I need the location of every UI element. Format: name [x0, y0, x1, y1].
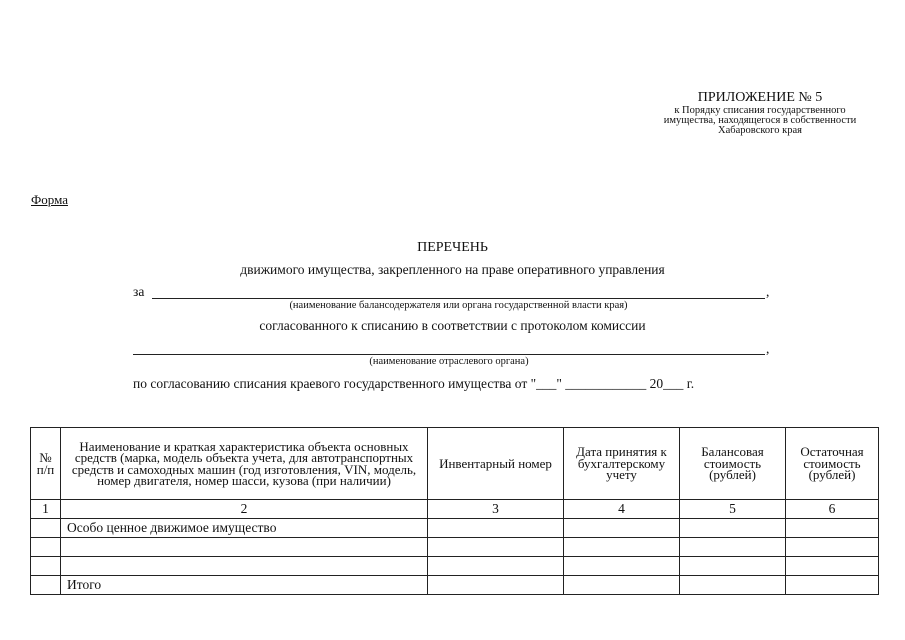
organ-caption: (наименование отраслевого органа) — [369, 356, 529, 367]
table-cell[interactable]: Особо ценное движимое имущество — [61, 519, 428, 538]
za-suffix: , — [766, 284, 770, 299]
table-cell[interactable] — [61, 538, 428, 557]
table-cell[interactable] — [680, 538, 786, 557]
table-cell[interactable] — [564, 519, 680, 538]
holder-caption: (наименование балансодержателя или органа государственной власти края) — [289, 300, 628, 311]
table-cell[interactable] — [680, 557, 786, 576]
table-cell[interactable]: Итого — [61, 576, 428, 595]
appendix-line: Хабаровского края — [718, 125, 802, 136]
header-cell-description: Наименование и краткая характеристика объекта основных средств (марка, модель объекта учета, для автотранспортных средств и самоходных машин (год изготовления, VIN, модель, номер двигателя, номер шасси, кузова (при наличии) — [61, 428, 428, 500]
approval-line: по согласованию списания краевого государственного имущества от "___" ____________ 20___ г. — [133, 376, 695, 391]
document-title: ПЕРЕЧЕНЬ — [417, 240, 488, 255]
table-cell[interactable] — [31, 519, 61, 538]
table-cell[interactable] — [786, 557, 879, 576]
table-cell[interactable] — [61, 557, 428, 576]
column-number: 6 — [786, 500, 879, 519]
table-cell[interactable] — [564, 557, 680, 576]
table-cell[interactable] — [786, 538, 879, 557]
table-cell[interactable] — [786, 519, 879, 538]
table-cell[interactable] — [31, 576, 61, 595]
table-cell[interactable] — [428, 576, 564, 595]
table-row — [31, 576, 879, 595]
appendix-line: к Порядку списания государственного — [674, 105, 846, 116]
table-cell[interactable] — [680, 519, 786, 538]
agreed-line: согласованного к списанию в соответствии с протоколом комиссии — [259, 318, 646, 333]
table-row — [31, 519, 879, 538]
header-cell-inventory-number: Инвентарный номер — [428, 428, 564, 500]
column-number: 3 — [428, 500, 564, 519]
form-label: Форма — [31, 192, 68, 207]
table-cell[interactable] — [428, 519, 564, 538]
header-cell-book-value: Балансовая стоимость (рублей) — [680, 428, 786, 500]
table-row — [31, 557, 879, 576]
table-cell[interactable] — [31, 538, 61, 557]
column-number: 5 — [680, 500, 786, 519]
table-cell[interactable] — [786, 576, 879, 595]
holder-name-line[interactable] — [152, 298, 765, 299]
header-cell-residual-value: Остаточная стоимость (рублей) — [786, 428, 879, 500]
column-number: 2 — [61, 500, 428, 519]
table-cell[interactable] — [680, 576, 786, 595]
organ-suffix: , — [766, 341, 770, 356]
appendix-title: ПРИЛОЖЕНИЕ № 5 — [697, 90, 823, 105]
table-cell[interactable] — [31, 557, 61, 576]
table-cell[interactable] — [428, 538, 564, 557]
appendix-line: имущества, находящегося в собственности — [663, 115, 857, 126]
table-cell[interactable] — [564, 538, 680, 557]
table-row — [31, 538, 879, 557]
za-prefix: за — [133, 284, 145, 299]
column-number: 1 — [31, 500, 61, 519]
header-cell-accounting-date: Дата принятия к бухгалтерскому учету — [564, 428, 680, 500]
table-header-row — [31, 428, 879, 500]
column-number: 4 — [564, 500, 680, 519]
document-subtitle: движимого имущества, закрепленного на праве оперативного управления — [240, 262, 665, 277]
organ-name-line[interactable] — [133, 354, 765, 355]
header-cell-number: № п/п — [31, 428, 61, 500]
appendix-header — [600, 90, 905, 136]
table-cell[interactable] — [564, 576, 680, 595]
table-cell[interactable] — [428, 557, 564, 576]
items-table — [30, 427, 879, 595]
column-number-row — [31, 500, 879, 519]
